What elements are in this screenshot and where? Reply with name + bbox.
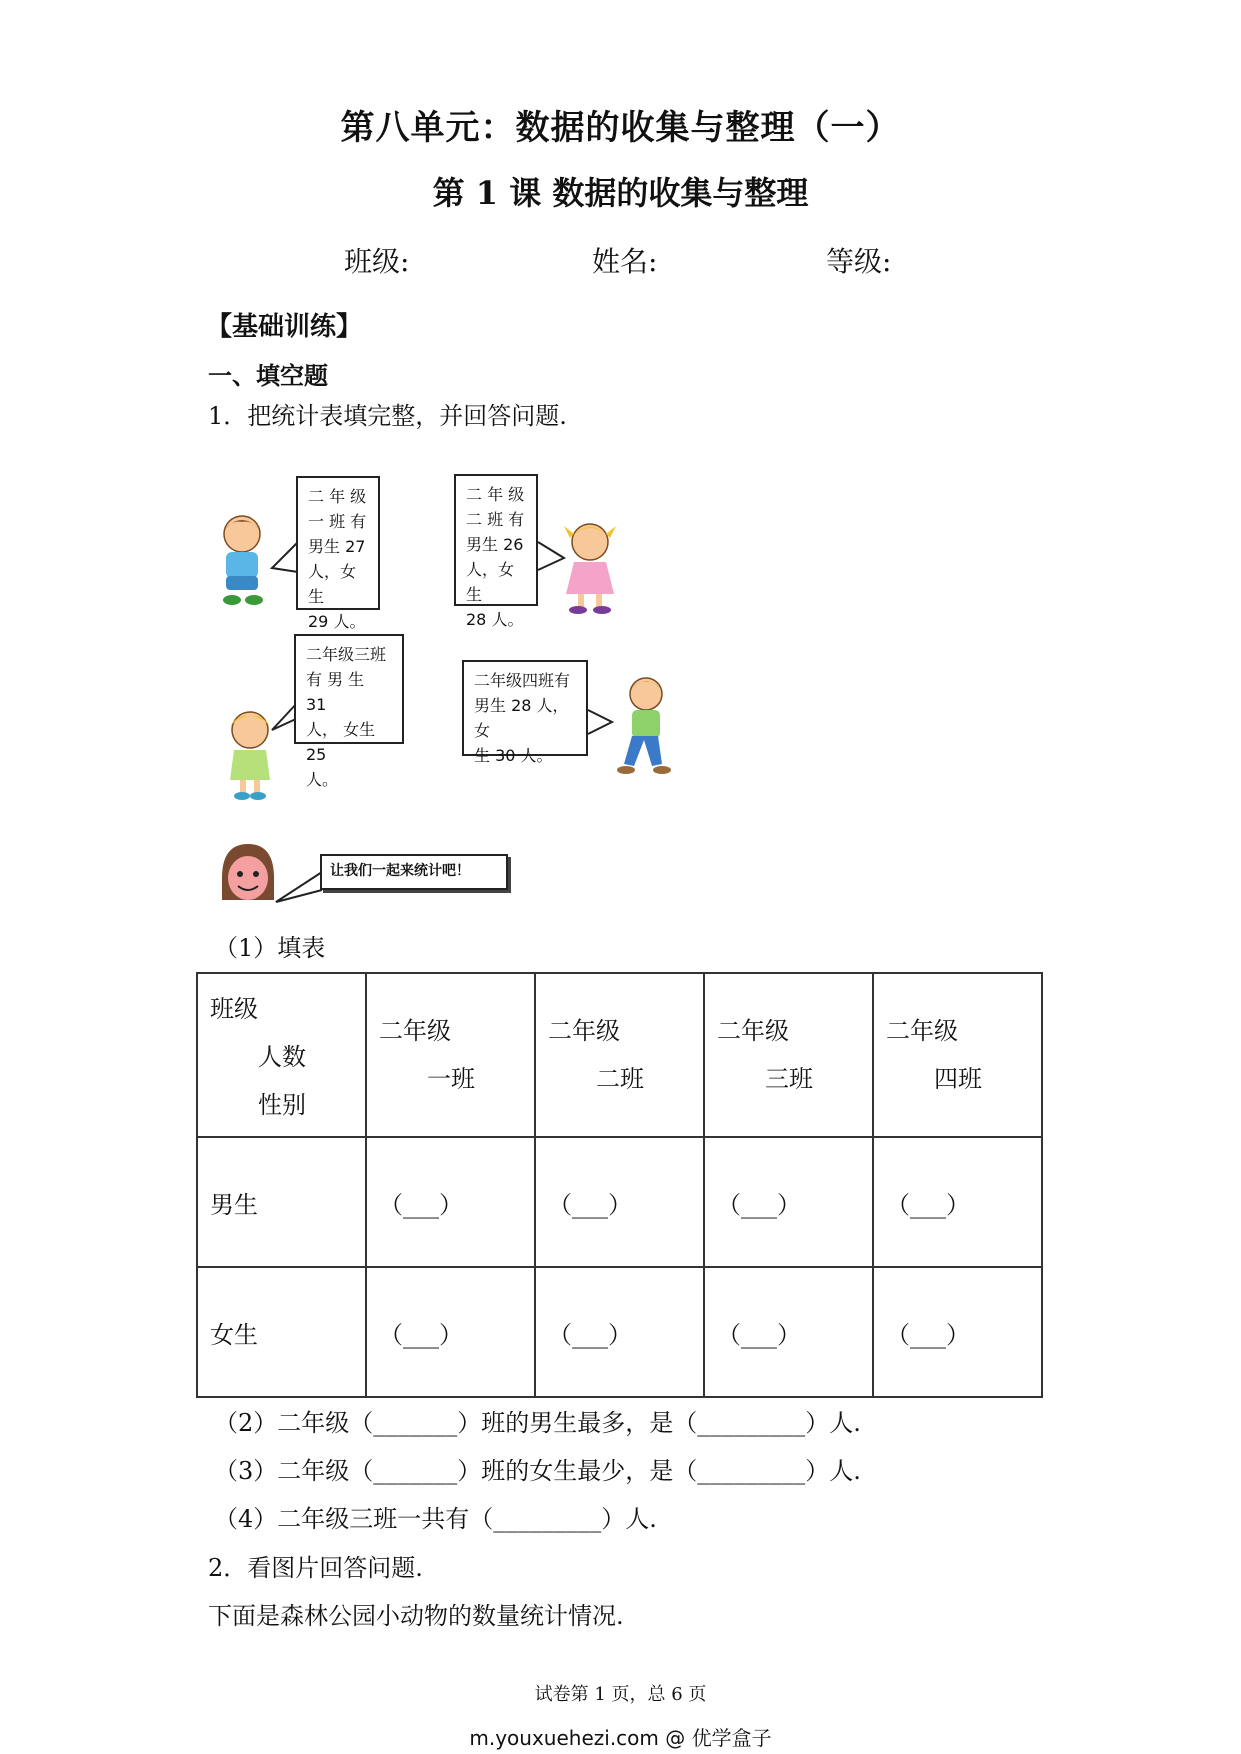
- table-header-class3: [704, 973, 873, 1137]
- lesson-title: 第 1 课 数据的收集与整理: [432, 174, 809, 212]
- row-label: 男生: [197, 1137, 366, 1267]
- site-watermark: m.youxuehezi.com @ 优学盒子: [469, 1726, 772, 1750]
- section-basic: 【基础训练】: [206, 312, 363, 342]
- answer-cell[interactable]: （___）: [704, 1267, 873, 1397]
- header-grade: 二年级: [548, 1017, 620, 1045]
- answer-cell[interactable]: （___）: [873, 1267, 1042, 1397]
- header-class: 一班: [427, 1065, 475, 1093]
- answer-cell[interactable]: （___）: [873, 1137, 1042, 1267]
- corner-gender: 性别: [258, 1091, 306, 1119]
- speech-bubble-class3: [294, 634, 404, 789]
- name-label: 姓名:: [592, 245, 658, 278]
- q1-sub1: （1）填表: [214, 934, 326, 962]
- corner-class: 班级: [210, 995, 258, 1023]
- bubble-text: 二 年 级 二 班 有 男生 26 人，女生 28 人。: [466, 485, 525, 629]
- row-label: 女生: [197, 1267, 366, 1397]
- grade-label: 等级:: [826, 245, 892, 278]
- boy-illustration: [212, 508, 272, 608]
- page-footer: 试卷第 1 页，总 6 页: [534, 1684, 707, 1705]
- girl-illustration: [556, 512, 626, 616]
- teacher-bubble-tail: [274, 868, 324, 908]
- unit-title: 第八单元：数据的收集与整理（一）: [340, 108, 901, 148]
- table-header-class2: [535, 973, 704, 1137]
- speech-bubble-class1: [296, 476, 380, 631]
- q1-prompt: 1．把统计表填完整，并回答问题.: [208, 402, 567, 430]
- header-class: 二班: [596, 1065, 644, 1093]
- q1-sub4: （4）二年级三班一共有（_________）人.: [214, 1505, 657, 1533]
- class-label: 班级:: [344, 245, 410, 278]
- teacher-illustration: [218, 842, 278, 906]
- table-header-class4: [873, 973, 1042, 1137]
- answer-cell[interactable]: （___）: [535, 1267, 704, 1397]
- speech-bubble-class4: [462, 660, 588, 765]
- answer-cell[interactable]: （___）: [366, 1137, 535, 1267]
- teacher-bubble: [320, 854, 508, 890]
- table-header-class1: [366, 973, 535, 1137]
- header-grade: 二年级: [886, 1017, 958, 1045]
- header-class: 四班: [934, 1065, 982, 1093]
- teacher-bubble-text: 让我们一起来统计吧！: [330, 863, 470, 879]
- q2-prompt: 2．看图片回答问题.: [208, 1554, 423, 1582]
- answer-cell[interactable]: （___）: [366, 1267, 535, 1397]
- header-grade: 二年级: [717, 1017, 789, 1045]
- corner-count: 人数: [258, 1043, 306, 1071]
- q1-sub2: （2）二年级（_______）班的男生最多，是（_________）人.: [214, 1409, 861, 1437]
- bubble-text: 二 年 级 一 班 有 男生 27 人，女生 29 人。: [308, 487, 367, 631]
- header-grade: 二年级: [379, 1017, 451, 1045]
- section-fill: 一、填空题: [208, 362, 328, 390]
- header-class: 三班: [765, 1065, 813, 1093]
- answer-cell[interactable]: （___）: [704, 1137, 873, 1267]
- statistics-table: [196, 972, 1043, 1398]
- bubble-text: 二年级三班 有 男 生 31 人， 女生 25 人。: [306, 645, 387, 789]
- boy2-illustration: [604, 670, 684, 780]
- answer-cell[interactable]: （___）: [535, 1137, 704, 1267]
- table-row-girls: [197, 1267, 1042, 1397]
- table-row-boys: [197, 1137, 1042, 1267]
- q2-description: 下面是森林公园小动物的数量统计情况.: [208, 1602, 624, 1630]
- bubble-text: 二年级四班有 男生 28 人，女 生 30 人。: [474, 671, 571, 765]
- q1-sub3: （3）二年级（_______）班的女生最少，是（_________）人.: [214, 1457, 861, 1485]
- speech-bubble-class2: [454, 474, 538, 629]
- table-corner-cell: [197, 973, 366, 1137]
- table-header-row: [197, 973, 1042, 1137]
